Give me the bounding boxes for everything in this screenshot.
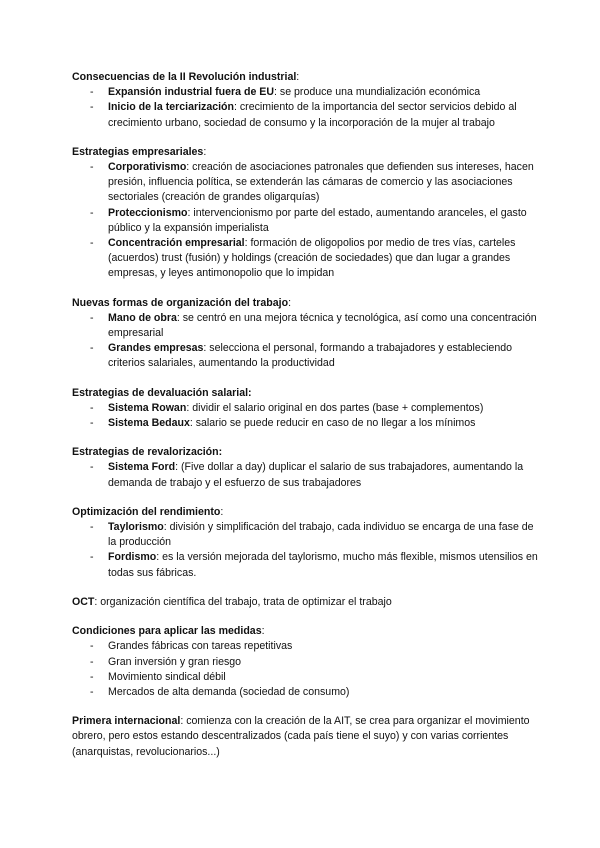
section-heading: Nuevas formas de organización del trabajo: <box>72 296 292 309</box>
section-optimizacion <box>72 505 542 581</box>
bullet-list <box>72 311 542 372</box>
bullet-list <box>72 639 542 700</box>
section-heading: Estrategias de revalorización: <box>72 446 223 459</box>
bullet-list <box>72 85 542 131</box>
list-item: - Taylorismo: división y simplificación del trabajo, cada individuo se encarga de una fase de la producción <box>90 521 534 549</box>
section-oct <box>72 595 542 610</box>
list-item: - Proteccionismo: intervencionismo por parte del estado, aumentando aranceles, el gasto público y la expansión imperialista <box>90 206 527 234</box>
list-item: - Expansión industrial fuera de EU: se produce una mundialización económica <box>90 86 481 99</box>
list-item: - Gran inversión y gran riesgo <box>90 655 242 668</box>
section-condiciones <box>72 624 542 700</box>
list-item: - Grandes fábricas con tareas repetitivas <box>90 640 293 653</box>
list-item: - Concentración empresarial: formación de oligopolios por medio de tres vías, carteles (acuerdos) trust (fusión) y holdings (creación de sociedades) que dan lugar a grandes empresas, y leyes antimonopolio que lo impidan <box>90 237 516 280</box>
section-primera-internacional <box>72 714 542 760</box>
section-heading: Estrategias de devaluación salarial: <box>72 386 252 399</box>
list-item: - Mano de obra: se centró en una mejora técnica y tecnológica, así como una concentración empresarial <box>90 311 537 340</box>
list-item: - Corporativismo: creación de asociaciones patronales que defienden sus intereses, hacen presión, influencia política, se extenderán las cámaras de comercio y las asociaciones sectoriales (creación de grandes oligarquías) <box>90 161 534 204</box>
oct-paragraph: OCT: organización científica del trabajo, trata de optimizar el trabajo <box>72 595 392 608</box>
section-devaluacion-salarial <box>72 386 542 432</box>
list-item: - Inicio de la terciarización: crecimiento de la importancia del sector servicios debido al crecimiento urbano, sociedad de consumo y la incorporación de la mujer al trabajo <box>90 101 517 129</box>
bullet-list <box>72 401 542 431</box>
list-item: - Mercados de alta demanda (sociedad de consumo) <box>90 685 350 698</box>
list-item: - Movimiento sindical débil <box>90 670 226 683</box>
section-revalorizacion <box>72 445 542 491</box>
section-heading: Consecuencias de la II Revolución industrial: <box>72 71 300 83</box>
bullet-list <box>72 520 542 581</box>
list-item: - Sistema Rowan: dividir el salario original en dos partes (base + complementos) <box>90 401 484 414</box>
section-estrategias-empresariales <box>72 145 542 282</box>
list-item: - Sistema Bedaux: salario se puede reducir en caso de no llegar a los mínimos <box>90 417 476 430</box>
document-page <box>72 70 542 774</box>
list-item: - Grandes empresas: selecciona el personal, formando a trabajadores y estableciendo criterios salariales, aumentando la productividad <box>90 342 512 370</box>
section-consecuencias <box>72 70 542 131</box>
section-nuevas-formas <box>72 296 542 372</box>
bullet-list <box>72 160 542 282</box>
primera-paragraph: Primera internacional: comienza con la creación de la AIT, se crea para organizar el movimiento obrero, pero estos estando descentralizados (cada país tiene el suyo) y con varias corrientes (anarquistas, revolucionarios...) <box>72 715 530 758</box>
section-heading: Condiciones para aplicar las medidas: <box>72 625 265 638</box>
bullet-list <box>72 460 542 490</box>
section-heading: Optimización del rendimiento: <box>72 505 224 518</box>
section-heading: Estrategias empresariales: <box>72 145 207 158</box>
list-item: - Fordismo: es la versión mejorada del taylorismo, mucho más flexible, mismos utensilios en todas sus fábricas. <box>90 551 538 579</box>
list-item: - Sistema Ford: (Five dollar a day) duplicar el salario de sus trabajadores, aumentando la demanda de trabajo y el esfuerzo de sus trabajadores <box>90 461 524 489</box>
